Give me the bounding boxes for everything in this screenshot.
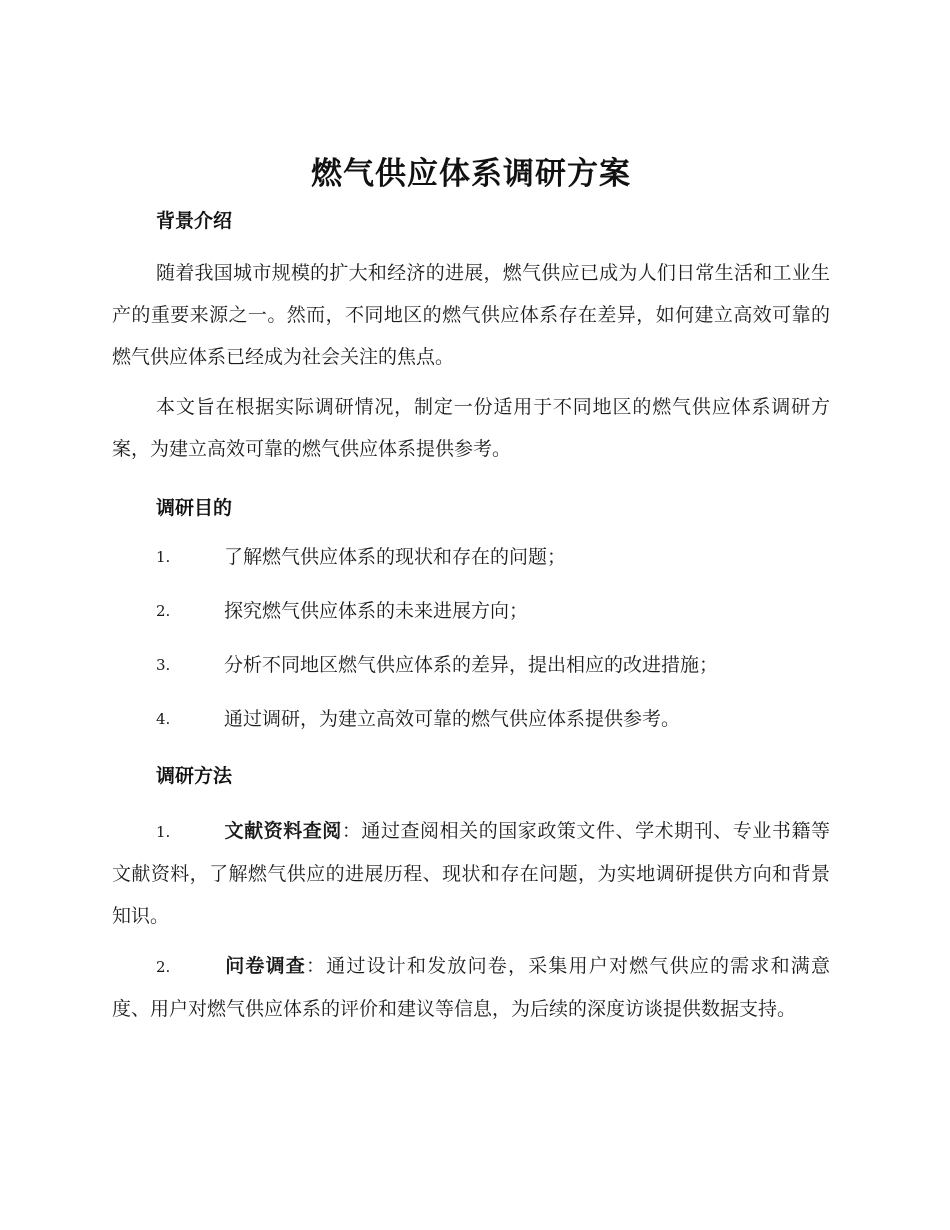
method-term: 文献资料查阅 — [224, 820, 342, 842]
section-heading-methods: 调研方法 — [156, 765, 233, 787]
background-paragraph-2: 本文旨在根据实际调研情况，制定一份适用于不同地区的燃气供应体系调研方案，为建立高效可靠的燃气供应体系提供参考。 — [112, 396, 830, 460]
goal-item-1 — [112, 542, 830, 596]
method-number: 1. — [156, 823, 171, 841]
method-item-1 — [112, 810, 830, 937]
goal-item-4 — [112, 704, 830, 758]
goal-number: 1. — [156, 548, 171, 566]
method-term: 问卷调查 — [224, 955, 306, 977]
goal-item-3 — [112, 650, 830, 704]
goal-number: 2. — [156, 602, 171, 620]
method-item-2 — [112, 945, 830, 1030]
goal-text: 通过调研，为建立高效可靠的燃气供应体系提供参考。 — [224, 708, 681, 730]
section-heading-background: 背景介绍 — [156, 210, 233, 232]
goal-text: 分析不同地区燃气供应体系的差异，提出相应的改进措施； — [224, 654, 719, 676]
methods-list — [112, 810, 830, 1030]
document-title: 燃气供应体系调研方案 — [311, 156, 631, 192]
method-text: 通过查阅相关的国家政策文件、学术期刊、专业书籍等文献资料，了解燃气供应的进展历程、现状和存在问题，为实地调研提供方向和背景知识。 — [112, 820, 830, 927]
method-number: 2. — [156, 958, 171, 976]
method-text: 通过设计和发放问卷，采集用户对燃气供应的需求和满意度、用户对燃气供应体系的评价和建议等信息，为后续的深度访谈提供数据支持。 — [112, 955, 830, 1020]
goals-list — [112, 542, 830, 758]
goal-number: 3. — [156, 656, 171, 674]
goal-number: 4. — [156, 710, 171, 728]
goal-text: 探究燃气供应体系的未来进展方向； — [224, 600, 529, 622]
method-separator: ： — [341, 820, 362, 842]
background-paragraph-1: 随着我国城市规模的扩大和经济的进展，燃气供应已成为人们日常生活和工业生产的重要来源之一。然而，不同地区的燃气供应体系存在差异，如何建立高效可靠的燃气供应体系已经成为社会关注的焦点。 — [112, 262, 830, 368]
goal-text: 了解燃气供应体系的现状和存在的问题； — [224, 546, 567, 568]
method-separator: ： — [306, 955, 327, 977]
section-heading-goals: 调研目的 — [156, 497, 233, 519]
goal-item-2 — [112, 596, 830, 650]
